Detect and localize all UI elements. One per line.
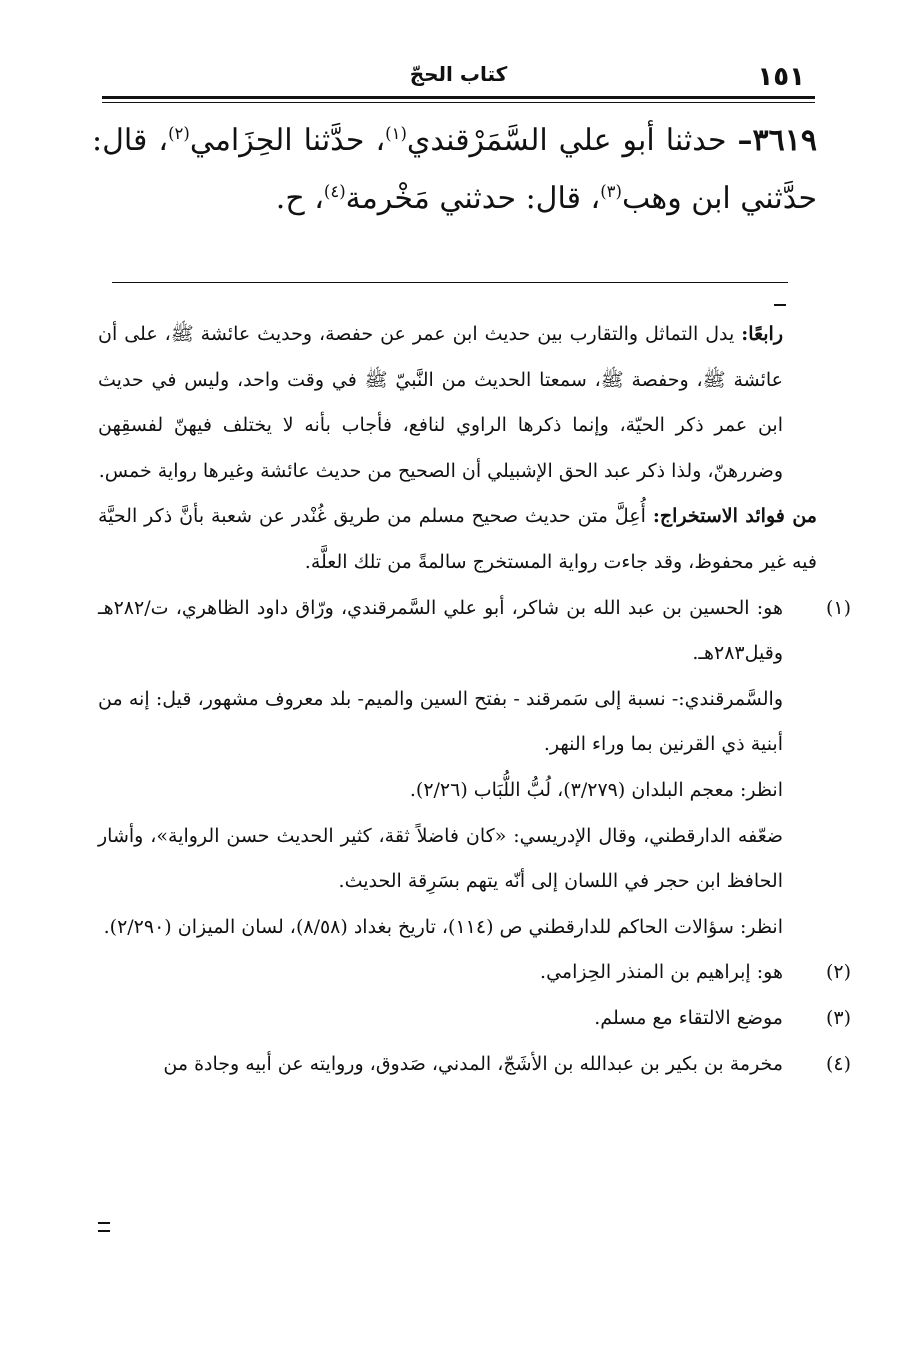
header-rule-thick	[102, 96, 815, 99]
footnote-text: مخرمة بن بكير بن عبدالله بن الأشَجّ، المدني، صَدوق، وروايته عن أبيه وجادة من	[163, 1052, 783, 1075]
hadith-number: ٣٦١٩–	[737, 123, 817, 158]
running-header	[102, 60, 815, 94]
hadith-segment: ، ح.	[275, 181, 324, 216]
footnote-ref-2: (٢)	[168, 124, 190, 143]
footnote-number: (٢)	[825, 961, 851, 984]
hadith-text	[92, 112, 817, 228]
footnote-4	[98, 1042, 851, 1088]
header-rule-thin	[102, 102, 815, 103]
footnote-separator	[112, 282, 788, 283]
footnote-number: (٣)	[825, 1006, 851, 1029]
footnote-2	[98, 950, 851, 996]
continuation-mark	[774, 304, 786, 306]
chapter-title: كتاب الحجّ	[409, 62, 508, 86]
footnote-ref-3: (٣)	[600, 182, 622, 201]
footnote-number: (٤)	[825, 1052, 851, 1075]
footnote-ref-1: (١)	[385, 124, 407, 143]
footnote-3	[98, 996, 851, 1042]
note-label: رابعًا:	[741, 323, 783, 345]
note-text: أُعِلَّ متن حديث صحيح مسلم من طريق غُنْدر عن شعبة بأنَّ ذكر الحيَّة فيه غير محفوظ، وقد جاءت رواية المستخرج سالمةً من تلك العلَّة.	[98, 505, 817, 573]
hadith-segment: ، حدَّثنا الحِزَامي	[189, 123, 386, 158]
footnotes	[98, 312, 851, 1087]
hadith-segment: حدثنا أبو علي السَّمَرْقندي	[406, 123, 738, 158]
hadith-segment: ، قال: حدَّثني ابن وهب	[92, 123, 817, 216]
footnote-1-source-1: انظر: معجم البلدان (٣/٢٧٩)، لُبُّ اللُّبَاب (٢/٢٦).	[409, 778, 783, 801]
continuation-mark-bottom	[98, 1222, 110, 1232]
note-label: من فوائد الاستخراج:	[652, 505, 817, 528]
note-fawaid	[98, 494, 817, 585]
footnote-1-source-2: انظر: سؤالات الحاكم للدارقطني ص (١١٤)، تاريخ بغداد (٨/٥٨)، لسان الميزان (٢/٢٩٠).	[103, 915, 783, 938]
note-text: يدل التماثل والتقارب بين حديث ابن عمر عن حفصة، وحديث عائشة ﷺ، على أن عائشة ﷺ، وحفصة ﷺ، سمعتا الحديث من النَّبيّ ﷺ في وقت واحد، وليس في حديث ابن عمر ذكر الحيّة، وإنما ذكرها الراوي لنافع، فأجاب بأنه لا يختلف فيهنّ لفسقِهن وضررهنّ، ولذا ذكر عبد الحق الإشبيلي أن الصحيح من حديث عائشة وغيرها رواية خمس.	[98, 323, 783, 482]
note-rabian	[98, 312, 817, 494]
footnote-ref-4: (٤)	[323, 182, 346, 201]
footnote-text: هو: الحسين بن عبد الله بن شاكر، أبو علي السَّمرقندي، ورّاق داود الظاهري، ت/٢٨٢هـ وقيل٢٨٣هـ.	[98, 596, 783, 665]
footnote-text: هو: إبراهيم بن المنذر الحِزامي.	[540, 961, 783, 984]
footnote-text: موضع الالتقاء مع مسلم.	[594, 1006, 783, 1029]
footnote-1-grading: ضعّفه الدارقطني، وقال الإدريسي: «كان فاضلاً ثقة، كثير الحديث حسن الرواية»، وأشار الحافظ ابن حجر في اللسان إلى أنّه يتهم بسَرِقة الحديث.	[98, 824, 783, 893]
footnote-1-nisba: والسَّمرقندي:- نسبة إلى سَمرقند - بفتح السين والميم- بلد معروف مشهور، قيل: إنه من أبنية ذي القرنين بما وراء النهر.	[98, 687, 783, 756]
footnote-number: (١)	[825, 596, 851, 619]
footnote-1	[98, 586, 851, 677]
hadith-segment: ، قال: حدثني مَخْرمة	[345, 181, 601, 216]
page-number: ١٥١	[757, 62, 805, 92]
